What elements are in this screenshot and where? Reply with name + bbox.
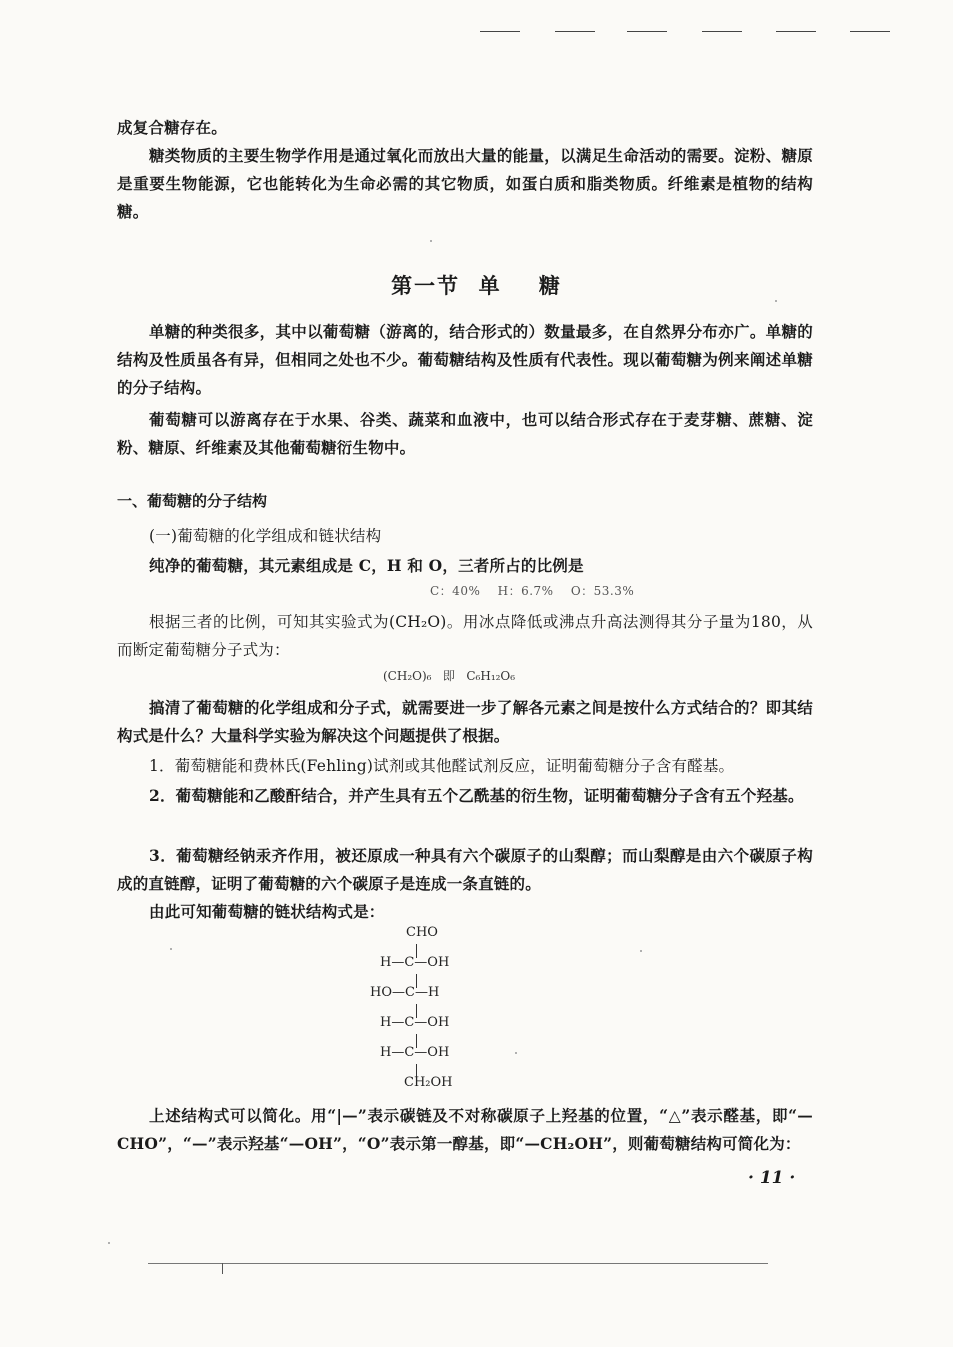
paragraph-simplification: 上述结构式可以简化。用“|—”表示碳链及不对称碳原子上羟基的位置，“△”表示醛基，即“—CHO”，“—”表示羟基“—OH”，“O”表示第一醇基，即“—CH₂OH”，则葡萄糖结构可简化为：: [117, 1106, 813, 1153]
page-number: · 11 ·: [748, 1168, 796, 1188]
molecular-formula: (CH₂O)₆ 即 C₆H₁₂O₆: [383, 669, 516, 683]
header-dash: [776, 31, 816, 32]
paragraph-chain-intro: 由此可知葡萄糖的链状结构式是：: [149, 902, 385, 921]
paragraph-biological-role: 糖类物质的主要生物学作用是通过氧化而放出大量的能量，以满足生命活动的需要。淀粉、糖原是重要生物能源，它也能转化为生命必需的其它物质，如蛋白质和脂类物质。纤维素是植物的结构糖。: [117, 146, 813, 221]
structure-line: H—C—OH: [380, 955, 450, 970]
header-dash: [850, 31, 890, 32]
paragraph-monosaccharide-intro: 单糖的种类很多，其中以葡萄糖（游离的，结合形式的）数量最多，在自然界分布亦广。单糖的结构及性质虽各有异，但相同之处也不少。葡萄糖结构及性质有代表性。现以葡萄糖为例来阐述单糖的分子结构。: [117, 322, 813, 397]
header-dash: [627, 31, 667, 32]
scan-speck: [640, 950, 642, 952]
header-dash: [480, 31, 520, 32]
glucose-chain-structure: [364, 924, 484, 1096]
heading-molecular-structure: 一、葡萄糖的分子结构: [117, 492, 268, 510]
scan-speck: [775, 300, 777, 302]
bottom-scan-tick: [222, 1263, 223, 1274]
header-dash: [702, 31, 742, 32]
scan-speck: [170, 948, 172, 950]
structure-line: CHO: [406, 925, 438, 940]
paragraph-structure-question: 搞清了葡萄糖的化学组成和分子式，就需要进一步了解各元素之间是按什么方式结合的？即其结构式是什么？大量科学实验为解决这个问题提供了根据。: [117, 698, 813, 745]
element-ratio: C：40% H：6.7% O：53.3%: [430, 584, 635, 598]
subheading-composition: (一)葡萄糖的化学组成和链状结构: [149, 527, 382, 545]
header-dash: [555, 31, 595, 32]
scan-speck: [430, 240, 432, 242]
structure-line: H—C—OH: [380, 1045, 450, 1060]
evidence-item-2: 2．葡萄糖能和乙酸酐结合，并产生具有五个乙酰基的衍生物，证明葡萄糖分子含有五个羟基。: [149, 786, 804, 805]
scan-speck: [108, 1242, 110, 1244]
evidence-item-3: 3．葡萄糖经钠汞齐作用，被还原成一种具有六个碳原子的山梨醇；而山梨醇是由六个碳原子构成的直链醇，证明了葡萄糖的六个碳原子是连成一条直链的。: [117, 846, 813, 893]
structure-line: CH₂OH: [404, 1075, 453, 1090]
structure-line: HO—C—H: [370, 985, 440, 1000]
paragraph-elements: 纯净的葡萄糖，其元素组成是 C，H 和 O，三者所占的比例是: [149, 556, 584, 575]
evidence-item-1: 1．葡萄糖能和费林氏(Fehling)试剂或其他醛试剂反应，证明葡萄糖分子含有醛基。: [149, 757, 735, 775]
paragraph-empirical-formula: 根据三者的比例，可知其实验式为(CH₂O)。用冰点降低或沸点升高法测得其分子量为180，从而断定葡萄糖分子式为：: [117, 613, 813, 659]
structure-line: H—C—OH: [380, 1015, 450, 1030]
bottom-scan-rule: [148, 1263, 768, 1264]
paragraph-glucose-sources: 葡萄糖可以游离存在于水果、谷类、蔬菜和血液中，也可以结合形式存在于麦芽糖、蔗糖、淀粉、糖原、纤维素及其他葡萄糖衍生物中。: [117, 410, 813, 457]
paragraph-continuation: 成复合糖存在。: [117, 118, 227, 137]
section-title: 第一节 单 糖: [391, 273, 562, 298]
scan-speck: [515, 1052, 517, 1054]
